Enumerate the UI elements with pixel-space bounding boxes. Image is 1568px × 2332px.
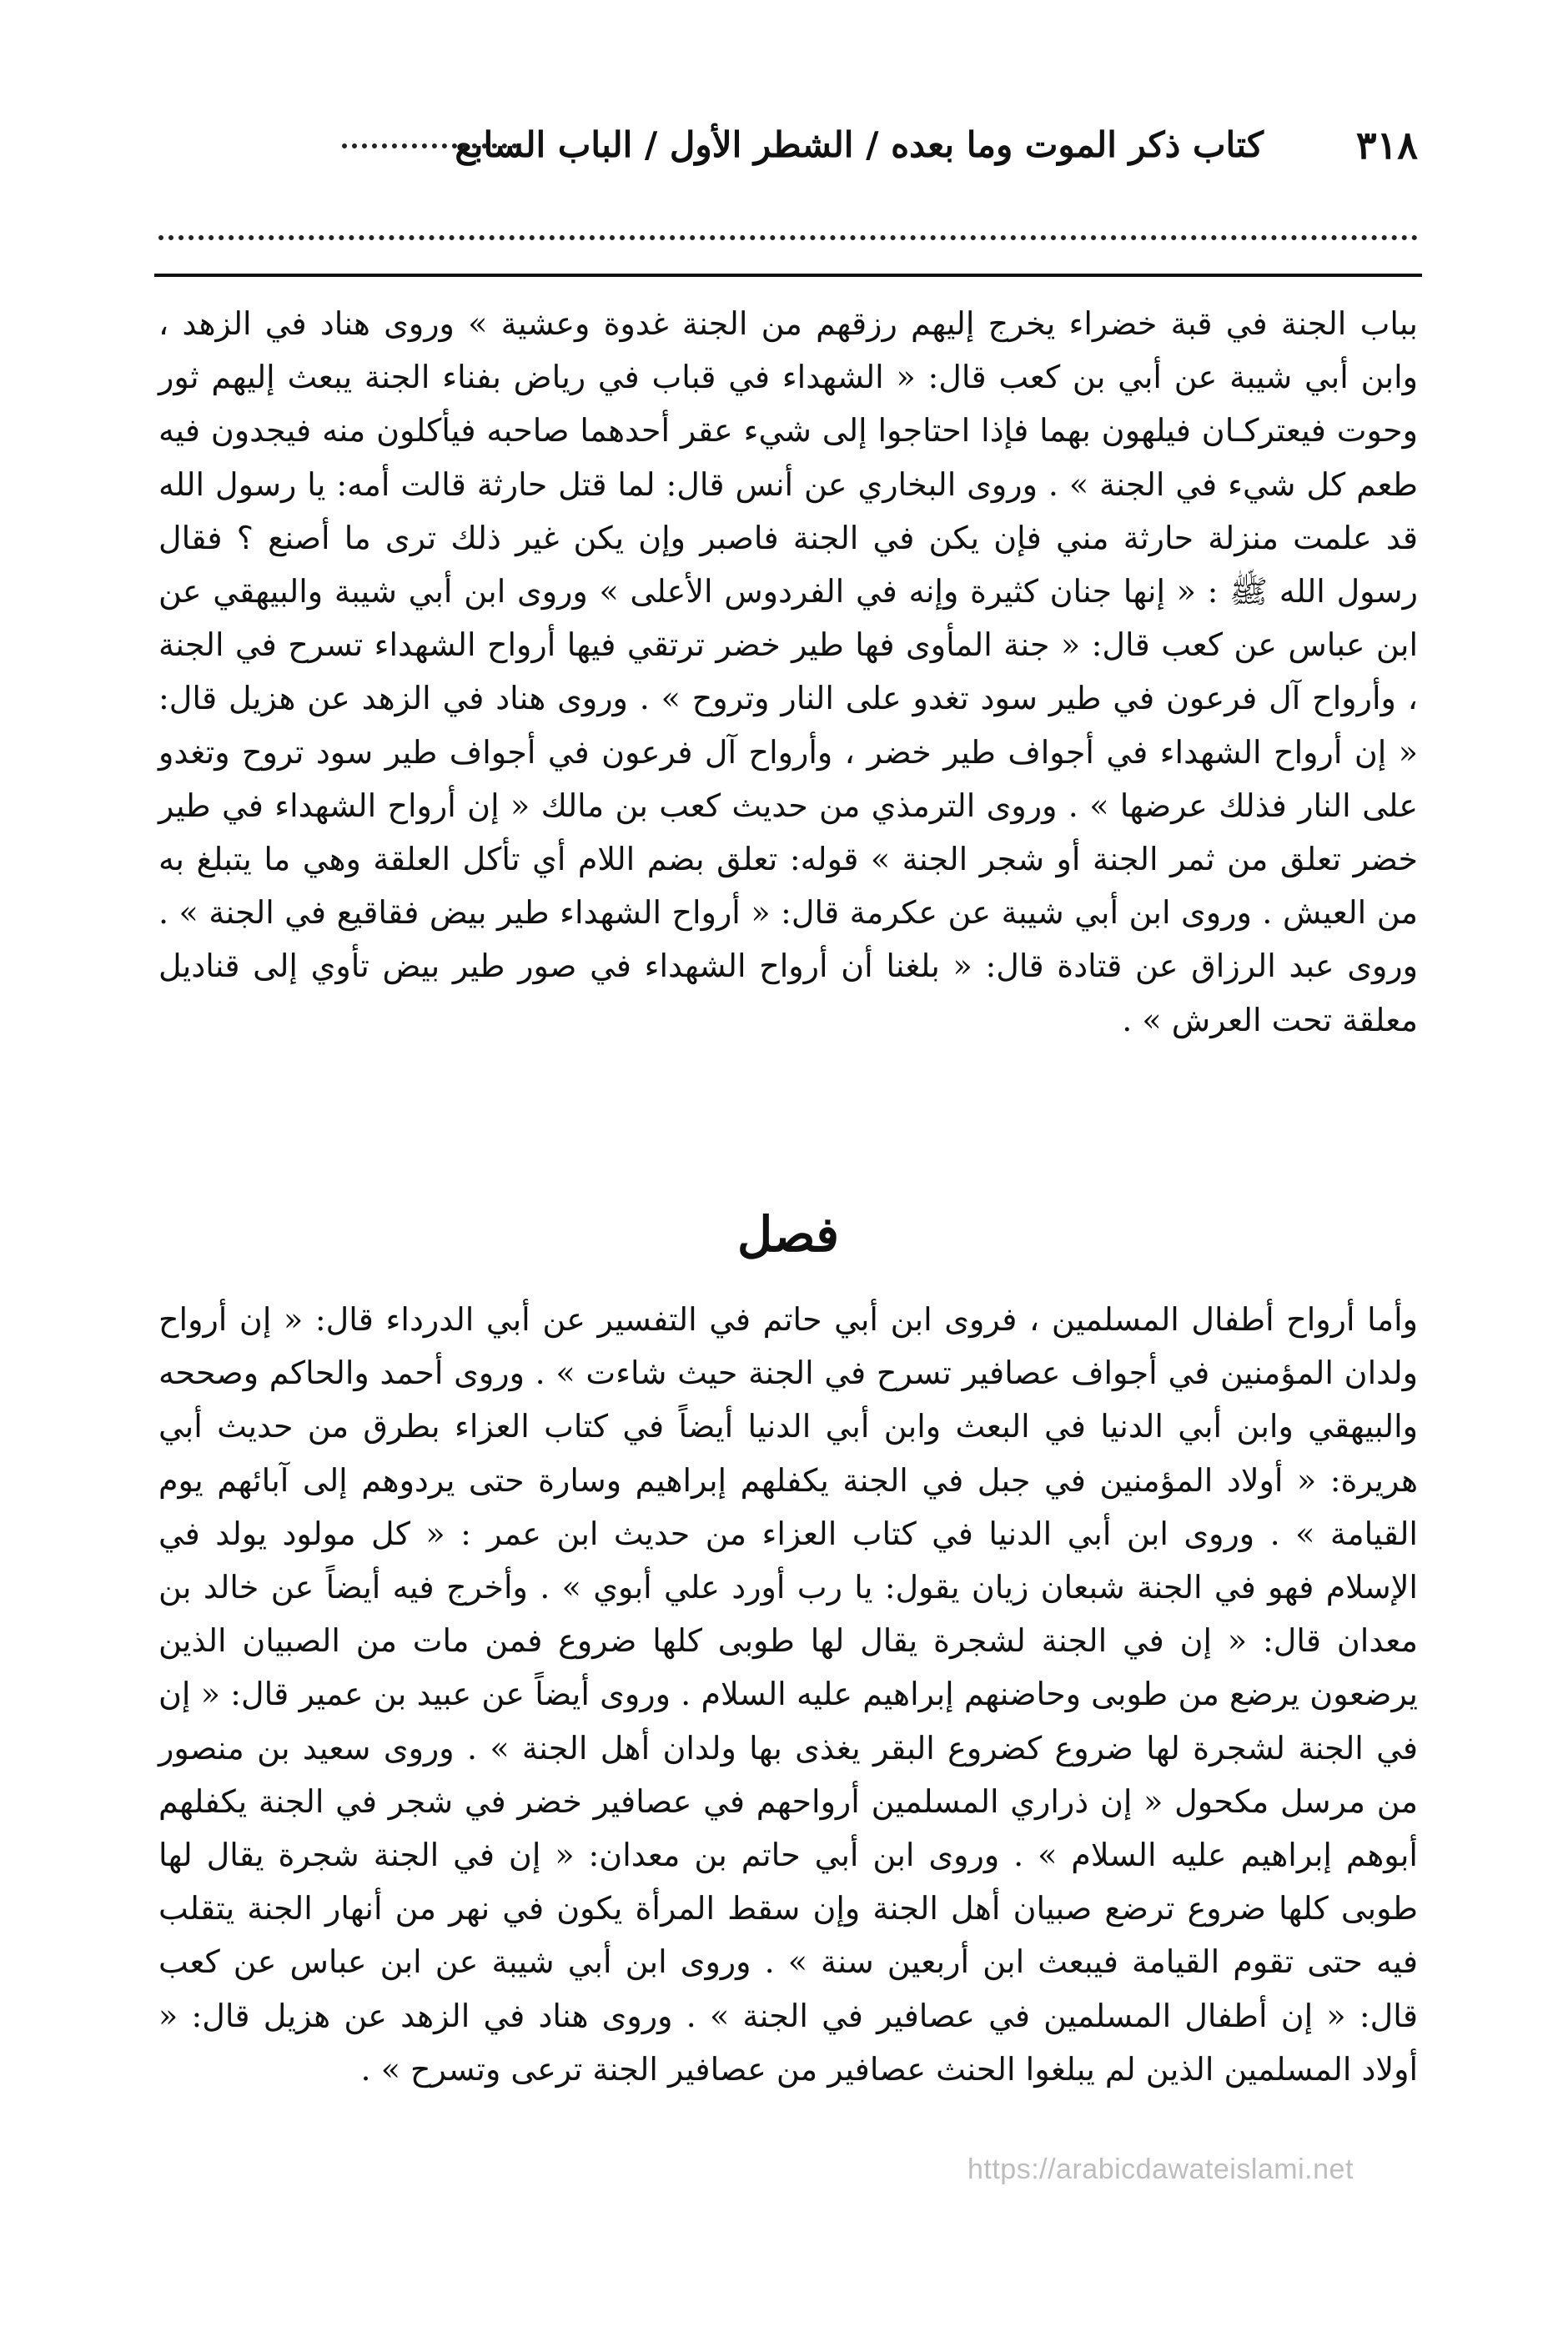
running-title: كتاب ذكر الموت وما بعده / الشطر الأول / الباب السابع bbox=[455, 124, 1264, 165]
page-header bbox=[150, 107, 1418, 182]
paragraph-children-souls: وأما أرواح أطفال المسلمين ، فروى ابن أبي حاتم في التفسير عن أبي الدرداء قال: « إن أرواح ولدان المؤمنين في أجواف عصافير تسرح في الجنة حيث شاءت » . وروى أحمد والحاكم وصححه والبيهقي وابن أبي الدنيا في البعث وابن أبي الدنيا أيضاً في كتاب العزاء بطرق من حديث أبي هريرة: « أولاد المؤمنين في جبل في الجنة يكفلهم إبراهيم وسارة حتى يردوهم إلى آبائهم يوم القيامة » . وروى ابن أبي الدنيا في كتاب العزاء من حديث ابن عمر : « كل مولود يولد في الإسلام فهو في الجنة شبعان زيان يقول: يا رب أورد علي أبوي » . وأخرج فيه أيضاً عن خالد بن معدان قال: « إن في الجنة لشجرة يقال لها طوبى كلها ضروع فمن مات من الصبيان الذين يرضعون يرضع من طوبى وحاضنهم إبراهيم عليه السلام . وروى أيضاً عن عبيد بن عمير قال: « إن في الجنة لشجرة لها ضروع كضروع البقر يغذى بها ولدان أهل الجنة » . وروى سعيد بن منصور من مرسل مكحول « إن ذراري المسلمين أرواحهم في عصافير خضر في شجر في الجنة يكفلهم أبوهم إبراهيم عليه السلام » . وروى ابن أبي حاتم بن معدان: « إن في الجنة شجرة يقال لها طوبى كلها ضروع ترضع صبيان أهل الجنة وإن سقط المرأة يكون في نهر من أنهار الجنة يتقلب فيه حتى تقوم القيامة فيبعث ابن أربعين سنة » . وروى ابن أبي شيبة عن ابن عباس عن كعب قال: « إن أطفال المسلمين في عصافير في الجنة » . وروى هناد في الزهد عن هزيل قال: « أولاد المسلمين الذين لم يبلغوا الحنث عصافير من عصافير الجنة ترعى وتسرح » . bbox=[158, 1301, 1418, 2088]
section-heading: فصل bbox=[737, 1206, 839, 1263]
header-rule bbox=[154, 274, 1422, 277]
watermark-url: https://arabicdawateislami.net bbox=[967, 2154, 1354, 2185]
dotted-separator bbox=[158, 235, 1418, 240]
page-number: ٣١٨ bbox=[1355, 123, 1418, 168]
header-dotted-leader bbox=[342, 143, 517, 148]
paragraph-martyrs-souls: بباب الجنة في قبة خضراء يخرج إليهم رزقهم من الجنة غدوة وعشية » وروى هناد في الزهد ، وابن أبي شيبة عن أبي بن كعب قال: « الشهداء في قباب في رياض بفناء الجنة يبعث إليهم ثور وحوت فيعتركـان فيلهون بهما فإذا احتاجوا إلى شيء عقر أحدهما صاحبه فيأكلون منه فيجدون فيه طعم كل شيء في الجنة » . وروى البخاري عن أنس قال: لما قتل حارثة قالت أمه: يا رسول الله قد علمت منزلة حارثة مني فإن يكن في الجنة فاصبر وإن يكن غير ذلك ترى ما أصنع ؟ فقال رسول الله ﷺ : « إنها جنان كثيرة وإنه في الفردوس الأعلى » وروى ابن أبي شيبة والبيهقي عن ابن عباس عن كعب قال: « جنة المأوى فها طير خضر ترتقي فيها أرواح الشهداء تسرح في الجنة ، وأرواح آل فرعون في طير سود تغدو على النار وتروح » . وروى هناد في الزهد عن هزيل قال: « إن أرواح الشهداء في أجواف طير خضر ، وأرواح آل فرعون في أجواف طير سود تروح وتغدو على النار فذلك عرضها » . وروى الترمذي من حديث كعب بن مالك « إن أرواح الشهداء في طير خضر تعلق من ثمر الجنة أو شجر الجنة » قوله: تعلق بضم اللام أي تأكل العلقة وهي ما يتبلغ به من العيش . وروى ابن أبي شيبة عن عكرمة قال: « أرواح الشهداء طير بيض فقاقيع في الجنة » . وروى عبد الرزاق عن قتادة قال: « بلغنا أن أرواح الشهداء في صور طير بيض تأوي إلى قناديل معلقة تحت العرش » . bbox=[158, 305, 1418, 1038]
